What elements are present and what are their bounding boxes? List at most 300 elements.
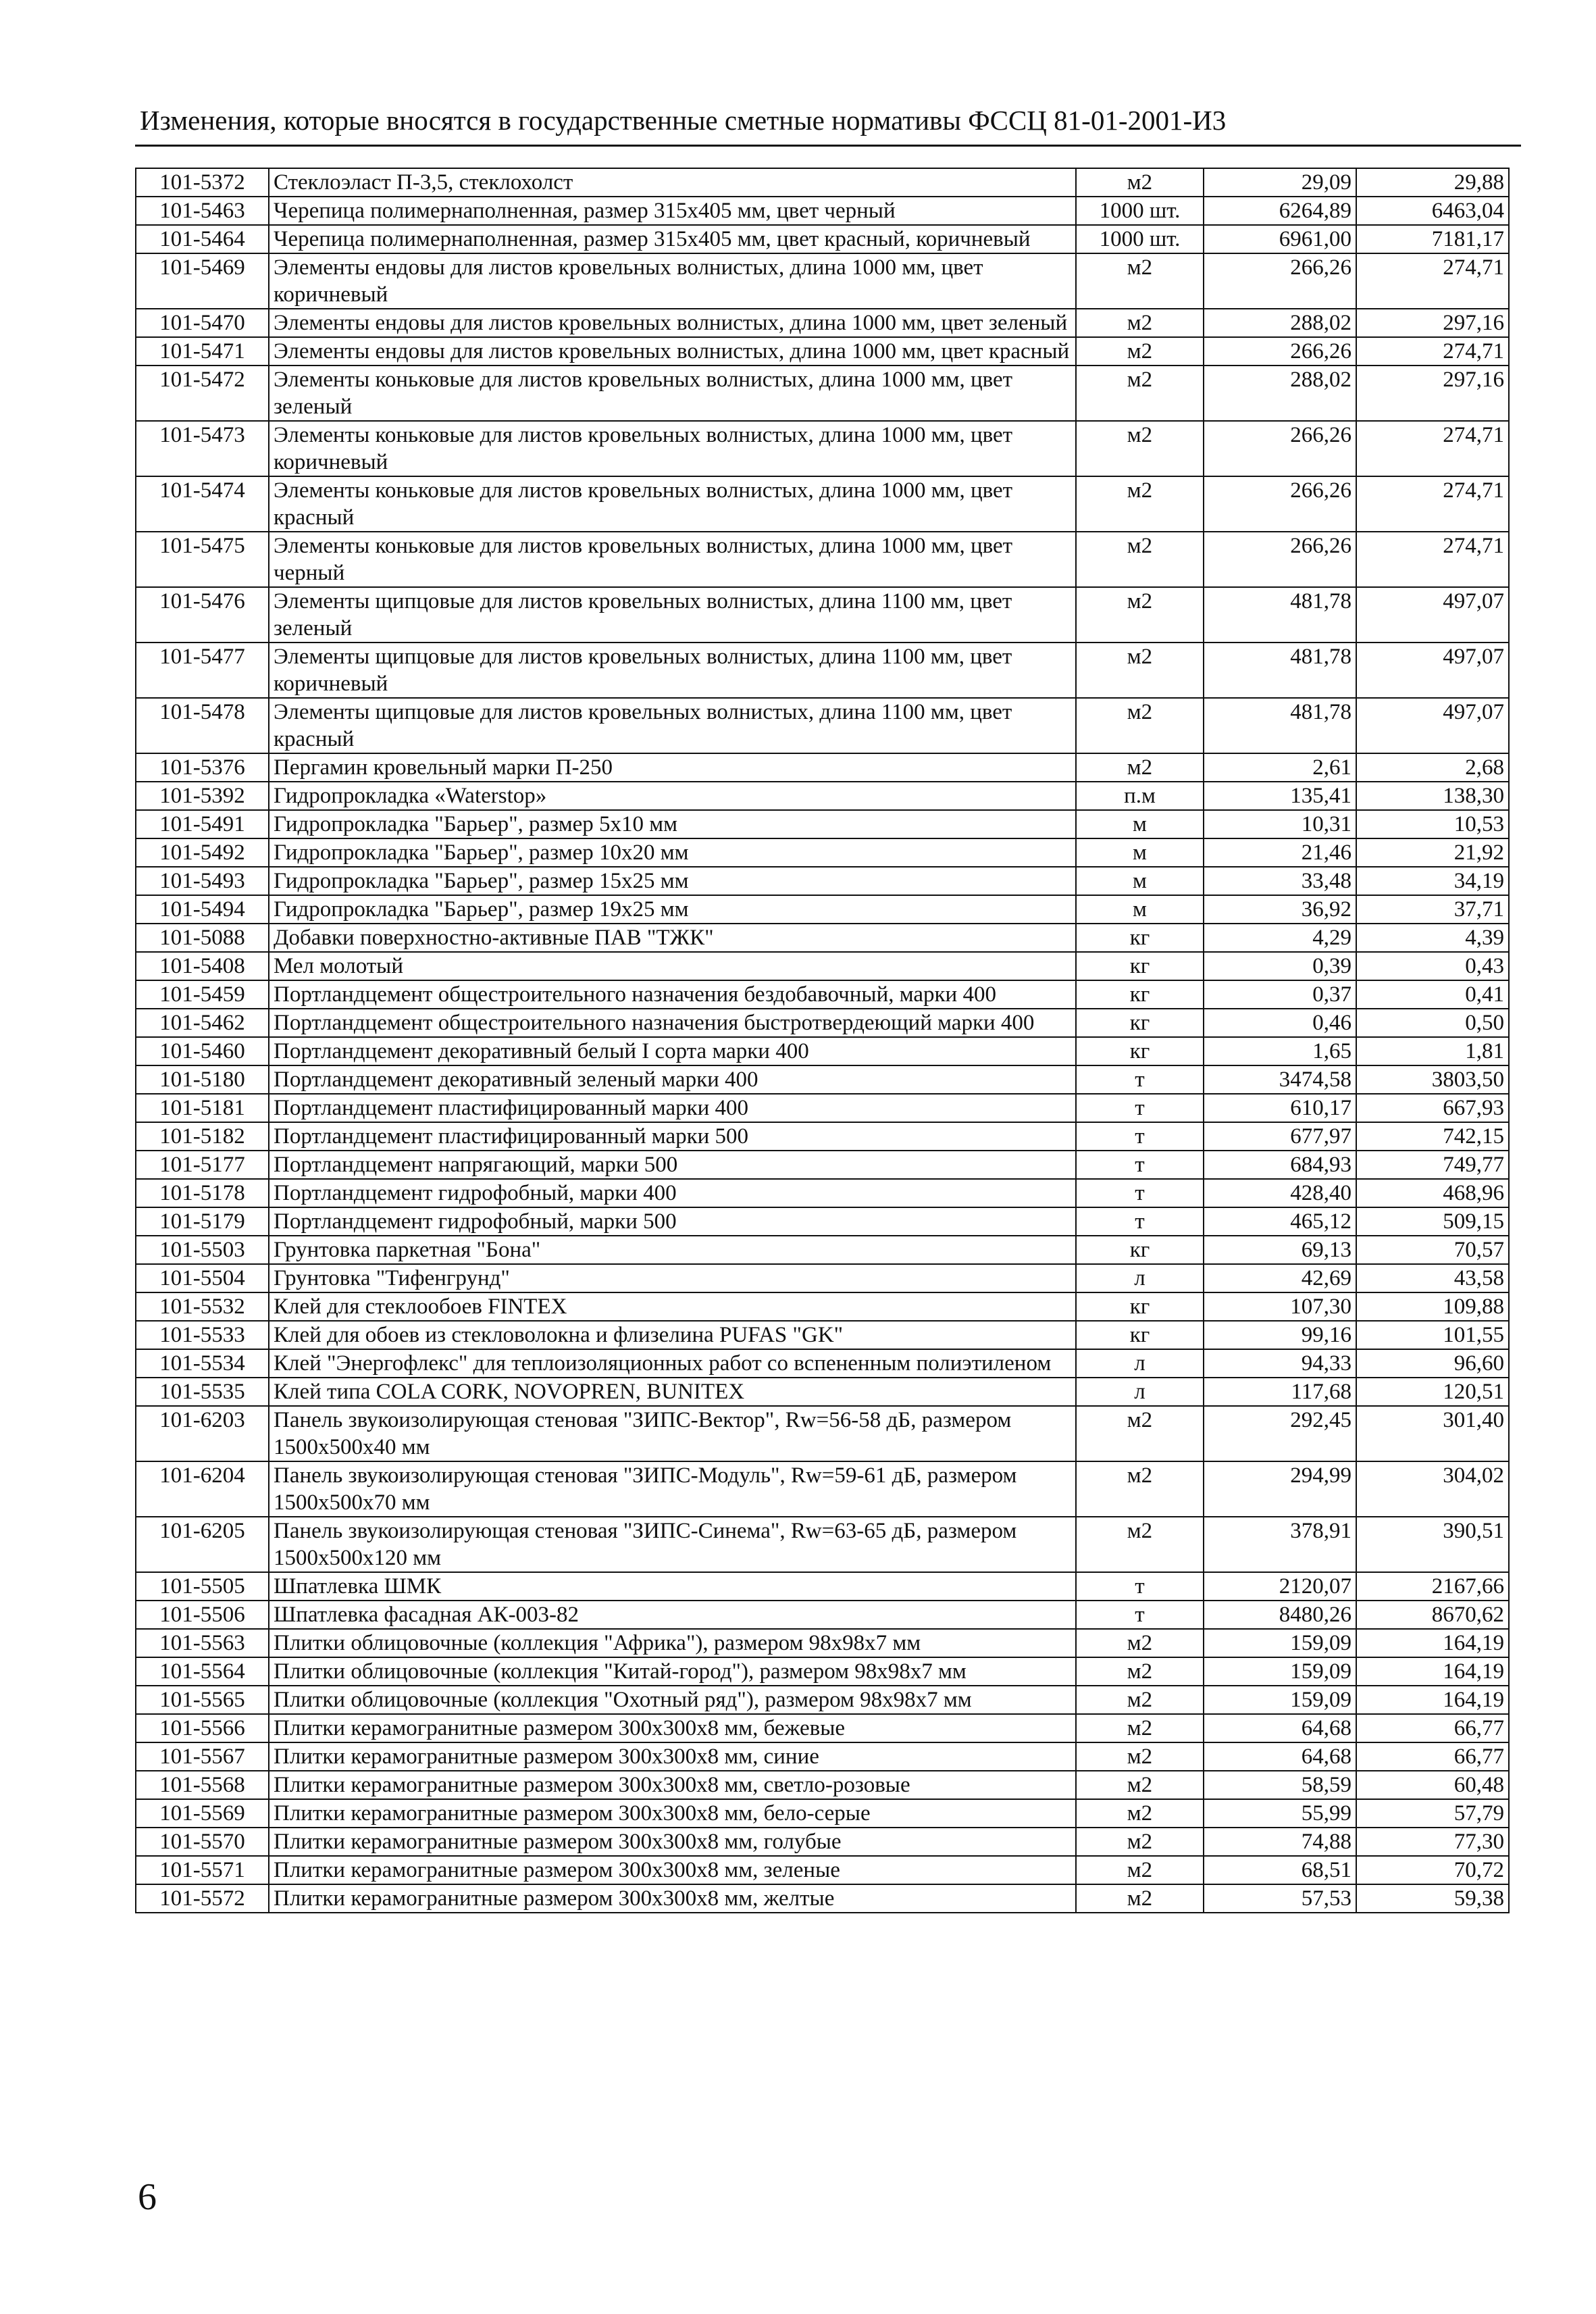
price-2-cell: 301,40 [1356, 1406, 1509, 1461]
table-row [136, 1686, 1509, 1714]
unit-cell: м2 [1076, 532, 1204, 587]
table-row [136, 1236, 1509, 1264]
price-2-cell: 497,07 [1356, 587, 1509, 643]
table-row [136, 421, 1509, 476]
resource-code-cell: 101-5471 [136, 337, 269, 366]
price-2-cell: 742,15 [1356, 1122, 1509, 1151]
resource-code-cell: 101-5178 [136, 1179, 269, 1207]
resource-name-cell: Клей типа COLA CORK, NOVOPREN, BUNITEX [269, 1378, 1076, 1406]
price-1-cell: 428,40 [1204, 1179, 1356, 1207]
resource-name-cell: Стеклоэласт П-3,5, стеклохолст [269, 168, 1076, 197]
price-2-cell: 0,43 [1356, 952, 1509, 980]
price-1-cell: 68,51 [1204, 1856, 1356, 1884]
price-2-cell: 4,39 [1356, 924, 1509, 952]
resource-name-cell: Грунтовка паркетная "Бона" [269, 1236, 1076, 1264]
unit-cell: м2 [1076, 643, 1204, 698]
table-row [136, 1884, 1509, 1913]
resource-code-cell: 101-5180 [136, 1065, 269, 1094]
table-row [136, 1009, 1509, 1037]
table-row [136, 924, 1509, 952]
price-1-cell: 159,09 [1204, 1657, 1356, 1686]
price-1-cell: 57,53 [1204, 1884, 1356, 1913]
unit-cell: кг [1076, 952, 1204, 980]
price-2-cell: 66,77 [1356, 1714, 1509, 1742]
resource-name-cell: Плитки облицовочные (коллекция "Африка"), размером 98x98x7 мм [269, 1629, 1076, 1657]
resource-code-cell: 101-5565 [136, 1686, 269, 1714]
resource-name-cell: Элементы щипцовые для листов кровельных волнистых, длина 1100 мм, цвет зеленый [269, 587, 1076, 643]
resource-code-cell: 101-5504 [136, 1264, 269, 1292]
unit-cell: м2 [1076, 309, 1204, 337]
price-1-cell: 29,09 [1204, 168, 1356, 197]
resource-code-cell: 101-5571 [136, 1856, 269, 1884]
header-rule [135, 145, 1521, 147]
resource-name-cell: Элементы щипцовые для листов кровельных волнистых, длина 1100 мм, цвет коричневый [269, 643, 1076, 698]
resource-name-cell: Гидропрокладка "Барьер", размер 19x25 мм [269, 895, 1076, 924]
resource-name-cell: Плитки керамогранитные размером 300x300x8 мм, зеленые [269, 1856, 1076, 1884]
unit-cell: м2 [1076, 1406, 1204, 1461]
price-2-cell: 21,92 [1356, 838, 1509, 867]
price-1-cell: 159,09 [1204, 1629, 1356, 1657]
price-2-cell: 274,71 [1356, 421, 1509, 476]
unit-cell: м2 [1076, 1828, 1204, 1856]
resource-code-cell: 101-5494 [136, 895, 269, 924]
unit-cell: м2 [1076, 366, 1204, 421]
unit-cell: 1000 шт. [1076, 225, 1204, 253]
resource-name-cell: Портландцемент гидрофобный, марки 500 [269, 1207, 1076, 1236]
table-body [136, 168, 1509, 1913]
price-1-cell: 10,31 [1204, 810, 1356, 838]
price-2-cell: 164,19 [1356, 1657, 1509, 1686]
price-1-cell: 294,99 [1204, 1461, 1356, 1517]
resource-name-cell: Плитки керамогранитные размером 300x300x8 мм, голубые [269, 1828, 1076, 1856]
unit-cell: м [1076, 810, 1204, 838]
resource-code-cell: 101-5469 [136, 253, 269, 309]
table-row [136, 1094, 1509, 1122]
unit-cell: м2 [1076, 1856, 1204, 1884]
price-1-cell: 8480,26 [1204, 1601, 1356, 1629]
price-2-cell: 96,60 [1356, 1349, 1509, 1378]
price-1-cell: 481,78 [1204, 698, 1356, 753]
resource-code-cell: 101-5463 [136, 197, 269, 225]
table-row [136, 1207, 1509, 1236]
table-row [136, 225, 1509, 253]
resource-name-cell: Гидропрокладка «Waterstop» [269, 782, 1076, 810]
resource-name-cell: Портландцемент общестроительного назначения быстротвердеющий марки 400 [269, 1009, 1076, 1037]
unit-cell: м2 [1076, 421, 1204, 476]
resource-name-cell: Черепица полимернаполненная, размер 315x405 мм, цвет красный, коричневый [269, 225, 1076, 253]
resource-name-cell: Элементы коньковые для листов кровельных волнистых, длина 1000 мм, цвет зеленый [269, 366, 1076, 421]
unit-cell: м2 [1076, 337, 1204, 366]
resource-code-cell: 101-5535 [136, 1378, 269, 1406]
resource-code-cell: 101-5563 [136, 1629, 269, 1657]
resource-code-cell: 101-5506 [136, 1601, 269, 1629]
table-row [136, 782, 1509, 810]
materials-price-table [135, 168, 1510, 1913]
resource-code-cell: 101-5533 [136, 1321, 269, 1349]
resource-name-cell: Гидропрокладка "Барьер", размер 5x10 мм [269, 810, 1076, 838]
table-row [136, 1378, 1509, 1406]
price-1-cell: 2,61 [1204, 753, 1356, 782]
unit-cell: м2 [1076, 1686, 1204, 1714]
price-1-cell: 2120,07 [1204, 1572, 1356, 1601]
table-row [136, 1799, 1509, 1828]
table-row [136, 980, 1509, 1009]
table-row [136, 532, 1509, 587]
price-1-cell: 21,46 [1204, 838, 1356, 867]
price-2-cell: 70,72 [1356, 1856, 1509, 1884]
resource-code-cell: 101-5477 [136, 643, 269, 698]
resource-code-cell: 101-5460 [136, 1037, 269, 1065]
resource-code-cell: 101-5566 [136, 1714, 269, 1742]
price-2-cell: 297,16 [1356, 309, 1509, 337]
price-1-cell: 0,46 [1204, 1009, 1356, 1037]
resource-code-cell: 101-5503 [136, 1236, 269, 1264]
table-row [136, 1179, 1509, 1207]
resource-code-cell: 101-5376 [136, 753, 269, 782]
unit-cell: кг [1076, 980, 1204, 1009]
table-row [136, 1572, 1509, 1601]
price-1-cell: 288,02 [1204, 309, 1356, 337]
price-2-cell: 57,79 [1356, 1799, 1509, 1828]
table-row [136, 1321, 1509, 1349]
price-1-cell: 266,26 [1204, 253, 1356, 309]
resource-code-cell: 101-5462 [136, 1009, 269, 1037]
resource-code-cell: 101-6203 [136, 1406, 269, 1461]
price-1-cell: 610,17 [1204, 1094, 1356, 1122]
resource-name-cell: Плитки керамогранитные размером 300x300x8 мм, желтые [269, 1884, 1076, 1913]
resource-name-cell: Плитки облицовочные (коллекция "Охотный ряд"), размером 98x98x7 мм [269, 1686, 1076, 1714]
table-row [136, 698, 1509, 753]
price-1-cell: 135,41 [1204, 782, 1356, 810]
table-row [136, 895, 1509, 924]
resource-name-cell: Портландцемент гидрофобный, марки 400 [269, 1179, 1076, 1207]
price-1-cell: 288,02 [1204, 366, 1356, 421]
table-row [136, 253, 1509, 309]
resource-code-cell: 101-5532 [136, 1292, 269, 1321]
resource-name-cell: Мел молотый [269, 952, 1076, 980]
resource-code-cell: 101-6205 [136, 1517, 269, 1572]
resource-name-cell: Портландцемент пластифицированный марки 500 [269, 1122, 1076, 1151]
unit-cell: кг [1076, 1321, 1204, 1349]
resource-code-cell: 101-5493 [136, 867, 269, 895]
price-1-cell: 69,13 [1204, 1236, 1356, 1264]
resource-name-cell: Клей для стеклообоев FINTEX [269, 1292, 1076, 1321]
resource-name-cell: Черепица полимернаполненная, размер 315x405 мм, цвет черный [269, 197, 1076, 225]
price-1-cell: 266,26 [1204, 532, 1356, 587]
table-row [136, 587, 1509, 643]
unit-cell: м [1076, 867, 1204, 895]
price-2-cell: 34,19 [1356, 867, 1509, 895]
resource-code-cell: 101-5567 [136, 1742, 269, 1771]
resource-code-cell: 101-5478 [136, 698, 269, 753]
table-row [136, 1828, 1509, 1856]
price-2-cell: 497,07 [1356, 643, 1509, 698]
price-1-cell: 94,33 [1204, 1349, 1356, 1378]
unit-cell: т [1076, 1151, 1204, 1179]
table-row [136, 366, 1509, 421]
resource-code-cell: 101-5470 [136, 309, 269, 337]
unit-cell: м [1076, 838, 1204, 867]
price-2-cell: 164,19 [1356, 1686, 1509, 1714]
unit-cell: м2 [1076, 1799, 1204, 1828]
price-1-cell: 266,26 [1204, 421, 1356, 476]
price-1-cell: 266,26 [1204, 337, 1356, 366]
table-row [136, 1856, 1509, 1884]
price-2-cell: 0,41 [1356, 980, 1509, 1009]
unit-cell: 1000 шт. [1076, 197, 1204, 225]
price-2-cell: 6463,04 [1356, 197, 1509, 225]
price-2-cell: 468,96 [1356, 1179, 1509, 1207]
unit-cell: т [1076, 1207, 1204, 1236]
resource-name-cell: Шпатлевка фасадная АК-003-82 [269, 1601, 1076, 1629]
table-row [136, 1406, 1509, 1461]
resource-code-cell: 101-5182 [136, 1122, 269, 1151]
resource-code-cell: 101-5505 [136, 1572, 269, 1601]
price-2-cell: 2167,66 [1356, 1572, 1509, 1601]
table-row [136, 1601, 1509, 1629]
resource-code-cell: 101-5473 [136, 421, 269, 476]
resource-name-cell: Элементы коньковые для листов кровельных волнистых, длина 1000 мм, цвет коричневый [269, 421, 1076, 476]
unit-cell: м2 [1076, 1461, 1204, 1517]
unit-cell: м2 [1076, 1657, 1204, 1686]
price-1-cell: 64,68 [1204, 1714, 1356, 1742]
price-2-cell: 109,88 [1356, 1292, 1509, 1321]
price-2-cell: 3803,50 [1356, 1065, 1509, 1094]
resource-code-cell: 101-5572 [136, 1884, 269, 1913]
price-2-cell: 70,57 [1356, 1236, 1509, 1264]
unit-cell: м2 [1076, 253, 1204, 309]
table-row [136, 643, 1509, 698]
price-1-cell: 64,68 [1204, 1742, 1356, 1771]
price-1-cell: 0,37 [1204, 980, 1356, 1009]
price-2-cell: 43,58 [1356, 1264, 1509, 1292]
resource-code-cell: 101-5392 [136, 782, 269, 810]
table-row [136, 168, 1509, 197]
resource-name-cell: Панель звукоизолирующая стеновая "ЗИПС-Вектор", Rw=56-58 дБ, размером 1500x500x40 мм [269, 1406, 1076, 1461]
page-number: 6 [138, 2176, 157, 2218]
resource-code-cell: 101-5088 [136, 924, 269, 952]
price-1-cell: 4,29 [1204, 924, 1356, 952]
price-1-cell: 0,39 [1204, 952, 1356, 980]
unit-cell: м2 [1076, 168, 1204, 197]
price-1-cell: 378,91 [1204, 1517, 1356, 1572]
resource-code-cell: 101-5472 [136, 366, 269, 421]
table-row [136, 1714, 1509, 1742]
resource-name-cell: Панель звукоизолирующая стеновая "ЗИПС-Модуль", Rw=59-61 дБ, размером 1500x500x70 мм [269, 1461, 1076, 1517]
table-row [136, 867, 1509, 895]
unit-cell: т [1076, 1601, 1204, 1629]
resource-code-cell: 101-5492 [136, 838, 269, 867]
unit-cell: л [1076, 1264, 1204, 1292]
unit-cell: м2 [1076, 1517, 1204, 1572]
table-row [136, 1349, 1509, 1378]
table-row [136, 1657, 1509, 1686]
resource-name-cell: Элементы ендовы для листов кровельных волнистых, длина 1000 мм, цвет зеленый [269, 309, 1076, 337]
resource-name-cell: Портландцемент декоративный зеленый марки 400 [269, 1065, 1076, 1094]
table-row [136, 810, 1509, 838]
price-2-cell: 8670,62 [1356, 1601, 1509, 1629]
price-1-cell: 481,78 [1204, 643, 1356, 698]
resource-name-cell: Элементы ендовы для листов кровельных волнистых, длина 1000 мм, цвет коричневый [269, 253, 1076, 309]
table-row [136, 1037, 1509, 1065]
resource-name-cell: Портландцемент декоративный белый I сорта марки 400 [269, 1037, 1076, 1065]
table-row [136, 1629, 1509, 1657]
resource-name-cell: Грунтовка "Тифенгрунд" [269, 1264, 1076, 1292]
unit-cell: м2 [1076, 753, 1204, 782]
price-2-cell: 37,71 [1356, 895, 1509, 924]
resource-name-cell: Элементы коньковые для листов кровельных волнистых, длина 1000 мм, цвет черный [269, 532, 1076, 587]
price-2-cell: 77,30 [1356, 1828, 1509, 1856]
table-row [136, 1517, 1509, 1572]
price-1-cell: 1,65 [1204, 1037, 1356, 1065]
resource-code-cell: 101-5372 [136, 168, 269, 197]
unit-cell: п.м [1076, 782, 1204, 810]
price-1-cell: 677,97 [1204, 1122, 1356, 1151]
table-row [136, 1461, 1509, 1517]
resource-code-cell: 101-5179 [136, 1207, 269, 1236]
unit-cell: л [1076, 1378, 1204, 1406]
price-2-cell: 29,88 [1356, 168, 1509, 197]
price-1-cell: 58,59 [1204, 1771, 1356, 1799]
price-2-cell: 7181,17 [1356, 225, 1509, 253]
table-row [136, 952, 1509, 980]
resource-name-cell: Элементы ендовы для листов кровельных волнистых, длина 1000 мм, цвет красный [269, 337, 1076, 366]
price-1-cell: 42,69 [1204, 1264, 1356, 1292]
unit-cell: т [1076, 1179, 1204, 1207]
price-2-cell: 509,15 [1356, 1207, 1509, 1236]
price-2-cell: 164,19 [1356, 1629, 1509, 1657]
resource-name-cell: Плитки керамогранитные размером 300x300x8 мм, светло-розовые [269, 1771, 1076, 1799]
table-row [136, 1264, 1509, 1292]
resource-code-cell: 101-5408 [136, 952, 269, 980]
table-row [136, 1742, 1509, 1771]
price-2-cell: 390,51 [1356, 1517, 1509, 1572]
price-1-cell: 266,26 [1204, 476, 1356, 532]
table-row [136, 1122, 1509, 1151]
price-2-cell: 10,53 [1356, 810, 1509, 838]
unit-cell: кг [1076, 1236, 1204, 1264]
price-2-cell: 297,16 [1356, 366, 1509, 421]
resource-code-cell: 101-5474 [136, 476, 269, 532]
unit-cell: кг [1076, 1292, 1204, 1321]
price-2-cell: 274,71 [1356, 532, 1509, 587]
resource-name-cell: Плитки облицовочные (коллекция "Китай-город"), размером 98x98x7 мм [269, 1657, 1076, 1686]
unit-cell: т [1076, 1065, 1204, 1094]
unit-cell: м2 [1076, 1629, 1204, 1657]
resource-name-cell: Элементы щипцовые для листов кровельных волнистых, длина 1100 мм, цвет красный [269, 698, 1076, 753]
table-row [136, 309, 1509, 337]
unit-cell: т [1076, 1122, 1204, 1151]
table-row [136, 337, 1509, 366]
unit-cell: м2 [1076, 1884, 1204, 1913]
price-1-cell: 74,88 [1204, 1828, 1356, 1856]
unit-cell: кг [1076, 924, 1204, 952]
resource-name-cell: Элементы коньковые для листов кровельных волнистых, длина 1000 мм, цвет красный [269, 476, 1076, 532]
unit-cell: т [1076, 1094, 1204, 1122]
price-1-cell: 33,48 [1204, 867, 1356, 895]
unit-cell: м2 [1076, 1714, 1204, 1742]
unit-cell: кг [1076, 1037, 1204, 1065]
resource-name-cell: Клей "Энергофлекс" для теплоизоляционных работ со вспененным полиэтиленом [269, 1349, 1076, 1378]
unit-cell: м2 [1076, 1771, 1204, 1799]
price-2-cell: 304,02 [1356, 1461, 1509, 1517]
resource-name-cell: Плитки керамогранитные размером 300x300x8 мм, бежевые [269, 1714, 1076, 1742]
resource-code-cell: 101-5491 [136, 810, 269, 838]
unit-cell: л [1076, 1349, 1204, 1378]
resource-code-cell: 101-5177 [136, 1151, 269, 1179]
price-2-cell: 120,51 [1356, 1378, 1509, 1406]
price-1-cell: 55,99 [1204, 1799, 1356, 1828]
resource-name-cell: Добавки поверхностно-активные ПАВ "ТЖК" [269, 924, 1076, 952]
price-2-cell: 0,50 [1356, 1009, 1509, 1037]
resource-name-cell: Портландцемент пластифицированный марки 400 [269, 1094, 1076, 1122]
table-row [136, 1292, 1509, 1321]
resource-code-cell: 101-5534 [136, 1349, 269, 1378]
price-1-cell: 117,68 [1204, 1378, 1356, 1406]
table-row [136, 476, 1509, 532]
table-row [136, 838, 1509, 867]
table-row [136, 1771, 1509, 1799]
resource-name-cell: Панель звукоизолирующая стеновая "ЗИПС-Синема", Rw=63-65 дБ, размером 1500x500x120 мм [269, 1517, 1076, 1572]
price-1-cell: 684,93 [1204, 1151, 1356, 1179]
price-1-cell: 481,78 [1204, 587, 1356, 643]
price-2-cell: 2,68 [1356, 753, 1509, 782]
price-1-cell: 3474,58 [1204, 1065, 1356, 1094]
price-1-cell: 6264,89 [1204, 197, 1356, 225]
price-1-cell: 465,12 [1204, 1207, 1356, 1236]
price-2-cell: 60,48 [1356, 1771, 1509, 1799]
price-1-cell: 292,45 [1204, 1406, 1356, 1461]
price-2-cell: 497,07 [1356, 698, 1509, 753]
price-1-cell: 159,09 [1204, 1686, 1356, 1714]
resource-name-cell: Плитки керамогранитные размером 300x300x8 мм, синие [269, 1742, 1076, 1771]
table-row [136, 1151, 1509, 1179]
resource-name-cell: Плитки керамогранитные размером 300x300x8 мм, бело-серые [269, 1799, 1076, 1828]
price-2-cell: 667,93 [1356, 1094, 1509, 1122]
unit-cell: м [1076, 895, 1204, 924]
price-1-cell: 107,30 [1204, 1292, 1356, 1321]
resource-name-cell: Шпатлевка ШМК [269, 1572, 1076, 1601]
resource-name-cell: Портландцемент напрягающий, марки 500 [269, 1151, 1076, 1179]
price-1-cell: 6961,00 [1204, 225, 1356, 253]
resource-name-cell: Портландцемент общестроительного назначения бездобавочный, марки 400 [269, 980, 1076, 1009]
price-2-cell: 101,55 [1356, 1321, 1509, 1349]
price-2-cell: 59,38 [1356, 1884, 1509, 1913]
unit-cell: м2 [1076, 587, 1204, 643]
price-2-cell: 749,77 [1356, 1151, 1509, 1179]
price-1-cell: 36,92 [1204, 895, 1356, 924]
resource-name-cell: Пергамин кровельный марки П-250 [269, 753, 1076, 782]
unit-cell: м2 [1076, 1742, 1204, 1771]
resource-code-cell: 101-5475 [136, 532, 269, 587]
unit-cell: кг [1076, 1009, 1204, 1037]
resource-name-cell: Гидропрокладка "Барьер", размер 10x20 мм [269, 838, 1076, 867]
price-2-cell: 274,71 [1356, 476, 1509, 532]
resource-code-cell: 101-5464 [136, 225, 269, 253]
resource-code-cell: 101-5181 [136, 1094, 269, 1122]
unit-cell: м2 [1076, 476, 1204, 532]
price-2-cell: 66,77 [1356, 1742, 1509, 1771]
price-2-cell: 138,30 [1356, 782, 1509, 810]
price-2-cell: 1,81 [1356, 1037, 1509, 1065]
price-1-cell: 99,16 [1204, 1321, 1356, 1349]
page-header: Изменения, которые вносятся в государственные сметные нормативы ФССЦ 81-01-2001-И3 [140, 105, 1227, 136]
table-row [136, 197, 1509, 225]
resource-code-cell: 101-5459 [136, 980, 269, 1009]
table-row [136, 1065, 1509, 1094]
resource-name-cell: Клей для обоев из стекловолокна и флизелина PUFAS "GK" [269, 1321, 1076, 1349]
unit-cell: т [1076, 1572, 1204, 1601]
